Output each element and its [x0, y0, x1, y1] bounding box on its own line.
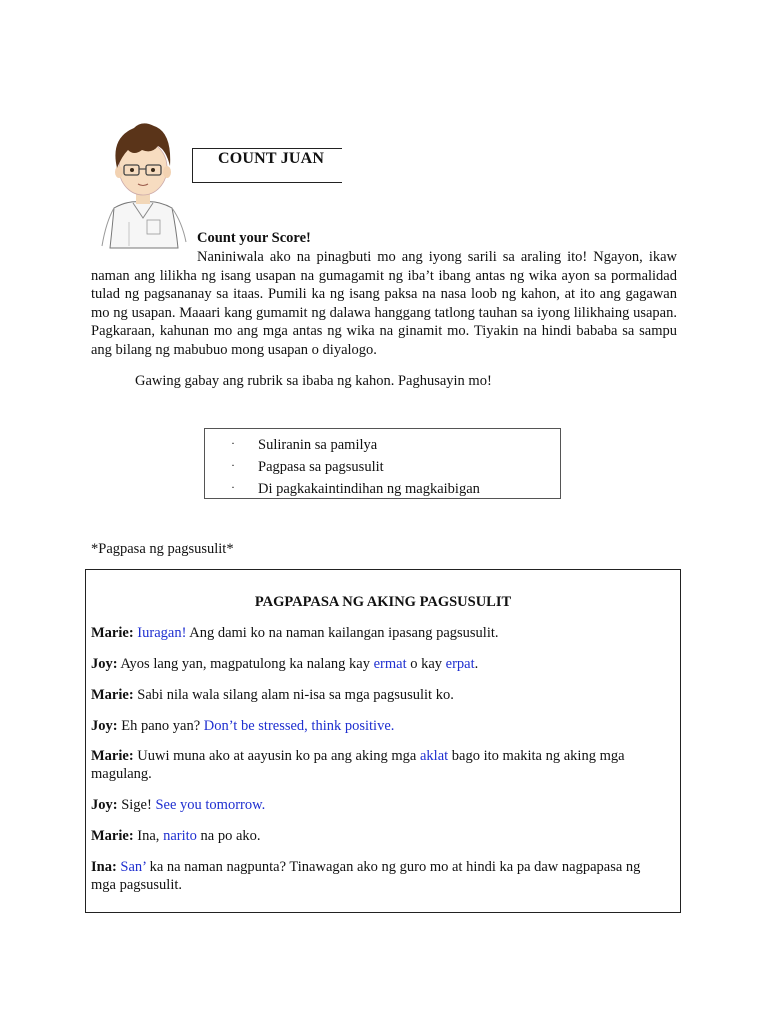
- highlighted-word: Iuragan!: [137, 625, 187, 641]
- instructions-paragraph: Naniniwala ako na pinagbuti mo ang iyong sarili sa araling ito! Ngayon, ikaw naman ang lilikha ng isang usapan na gumagamit ng iba’t ibang antas ng wika ayon sa pormalidad tulad ng pagsananay sa itaas. Pumili ka ng isang paksa na nasa loob ng kahon, at ito ang gagawan mo ng usapan. Maaari kang gumamit ng dalawa hanggang tatlong tauhan sa iyong lilikhaing usapan. Pagkaraan, kahunan mo ang mga antas ng wika na ginamit mo. Tiyakin na hindi bababa sa sampu ang bilang ng mabubuo mong usapan o diyalogo.: [91, 249, 677, 358]
- topic-label: Pagpasa sa pagsusulit: [258, 459, 384, 475]
- speaker: Joy:: [91, 718, 118, 734]
- page-title: COUNT JUAN: [218, 150, 325, 167]
- guide-text: Gawing gabay ang rubrik sa ibaba ng kahon. Paghusayin mo!: [135, 373, 492, 389]
- topic-label: Suliranin sa pamilya: [258, 437, 378, 453]
- speaker: Marie:: [91, 828, 134, 844]
- bullet: ·: [231, 436, 235, 450]
- dialog-line: [91, 858, 661, 894]
- dialog-text: .: [261, 797, 266, 813]
- dialog-line: [91, 827, 661, 845]
- dialog-text: bago ito makita ng aking mga magulang.: [91, 748, 625, 782]
- dialog-line: [91, 747, 661, 783]
- topics-box: [204, 428, 561, 499]
- dialog-line: [91, 686, 661, 704]
- dialog-title: PAGPAPASA NG AKING PAGSUSULIT: [254, 594, 512, 610]
- dialog-text: Ang dami ko na naman kailangan ipasang pagsusulit.: [186, 625, 499, 641]
- dialog-box: [85, 569, 681, 913]
- dialog-text: Ayos lang yan, magpatulong ka nalang kay: [117, 656, 374, 672]
- highlighted-word: erpat: [445, 656, 475, 672]
- dialog-text: Eh pano yan?: [117, 718, 204, 734]
- topic-label: Di pagkakaintindihan ng magkaibigan: [258, 481, 480, 497]
- highlighted-word: See you tomorrow: [155, 797, 262, 813]
- dialog-text: na po ako.: [196, 828, 261, 844]
- dialog-text: .: [390, 718, 395, 734]
- speaker: Marie:: [91, 748, 134, 764]
- speaker: Marie:: [91, 687, 134, 703]
- highlighted-word: aklat: [419, 748, 449, 764]
- speaker: Joy:: [91, 797, 118, 813]
- highlighted-word: ermat: [373, 656, 407, 672]
- dialog-line: [91, 655, 661, 673]
- speaker: Marie:: [91, 625, 134, 641]
- speaker: Joy:: [91, 656, 118, 672]
- bullet: ·: [231, 480, 235, 494]
- highlighted-word: narito: [163, 828, 197, 844]
- speaker: Ina:: [91, 859, 117, 875]
- highlighted-word: Don’t be stressed, think positive: [203, 718, 391, 734]
- dialog-text: Ina,: [133, 828, 164, 844]
- bullet: ·: [231, 458, 235, 472]
- highlighted-word: San’: [120, 859, 146, 875]
- dialog-line: [91, 796, 661, 814]
- section-heading: Count your Score!: [197, 230, 311, 246]
- dialog-line: [91, 624, 661, 642]
- student-avatar-illustration: [92, 110, 192, 250]
- dialog-line: [91, 717, 661, 735]
- dialog-text: Sabi nila wala silang alam ni-isa sa mga pagsusulit ko.: [133, 687, 454, 703]
- dialog-text: .: [474, 656, 479, 672]
- dialog-text: ka na naman nagpunta? Tinawagan ako ng guro mo at hindi ka pa daw nagpapasa ng mga pagsusulit.: [91, 859, 641, 893]
- dialog-text: Uuwi muna ako at aayusin ko pa ang aking mga: [133, 748, 420, 764]
- dialog-text: o kay: [406, 656, 446, 672]
- dialog-text: Sige!: [117, 797, 156, 813]
- chosen-topic: *Pagpasa ng pagsusulit*: [91, 541, 234, 557]
